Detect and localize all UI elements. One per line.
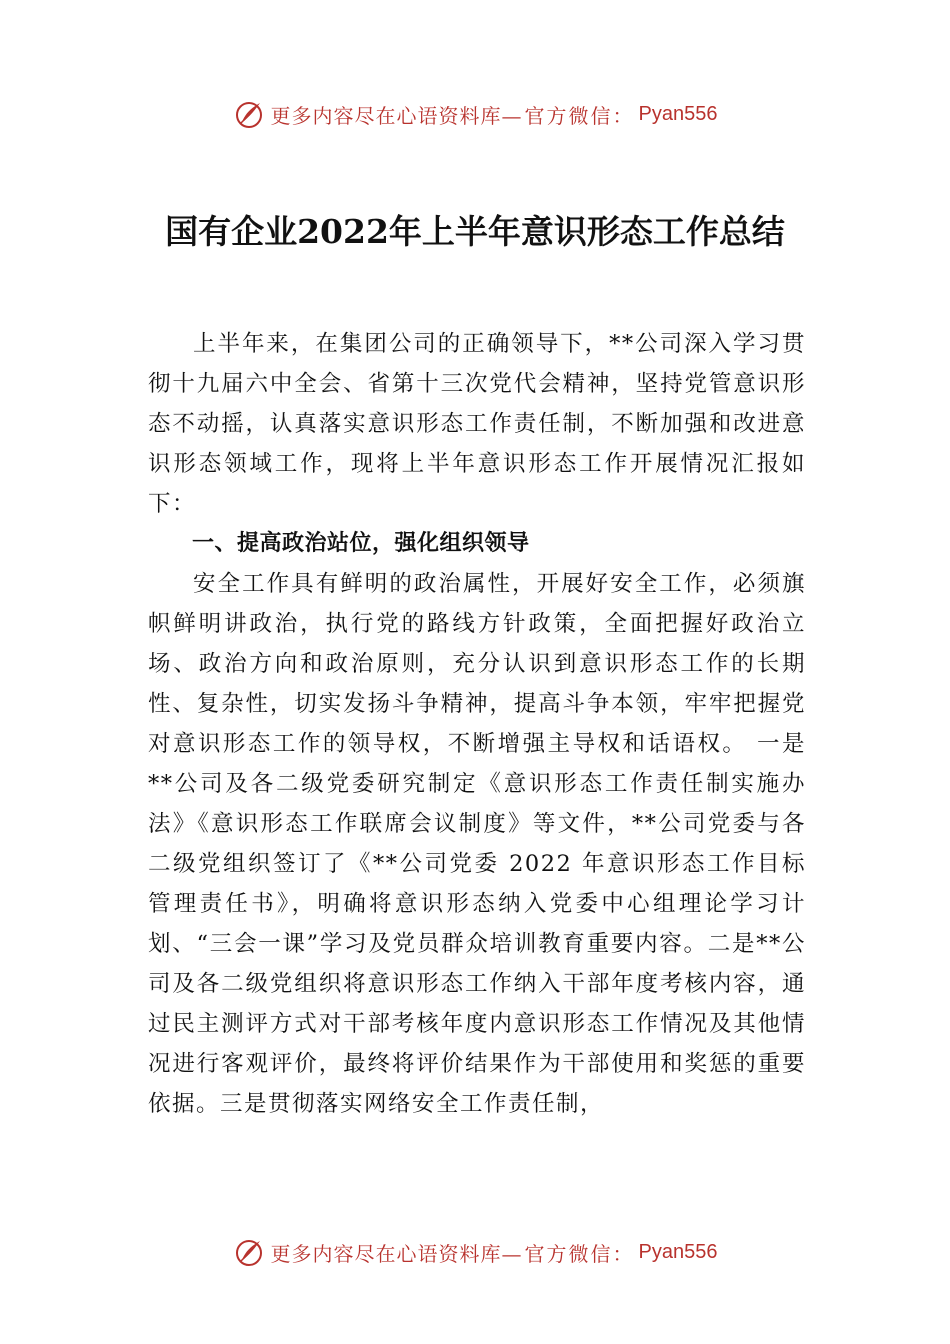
- document-body: [148, 324, 806, 1124]
- section-paragraph: 安全工作具有鲜明的政治属性，开展好安全工作，必须旗帜鲜明讲政治，执行党的路线方针政策，全面把握好政治立场、政治方向和政治原则，充分认识到意识形态工作的长期性、复杂性，切实发扬斗争精神，提高斗争本领，牢牢把握党对意识形态工作的领导权，不断增强主导权和话语权。 一是**公司及各二级党委研究制定《意识形态工作责任制实施办法》《意识形态工作联席会议制度》等文件，**公司党委与各二级党组织签订了《**公司党委 2022 年意识形态工作目标管理责任书》，明确将意识形态纳入党委中心组理论学习计划、“三会一课”学习及党员群众培训教育重要内容。二是**公司及各二级党组织将意识形态工作纳入干部年度考核内容，通过民主测评方式对干部考核年度内意识形态工作情况及其他情况进行客观评价，最终将评价结果作为干部使用和奖惩的重要依据。三是贯彻落实网络安全工作责任制，: [148, 571, 806, 1117]
- watermark-text: 更多内容尽在心语资料库—: [270, 1241, 523, 1266]
- section-heading: 一、提高政治站位，强化组织领导: [192, 531, 530, 556]
- watermark-wechat-label: 官方微信：: [524, 1241, 635, 1266]
- quill-seal-logo-icon: [233, 1236, 265, 1268]
- watermark-wechat-label: 官方微信：: [524, 103, 635, 128]
- watermark-wechat-id: Pyan556: [638, 1240, 718, 1263]
- watermark-text: 更多内容尽在心语资料库—: [270, 103, 523, 128]
- watermark-header: [0, 94, 950, 134]
- watermark-wechat-id: Pyan556: [638, 102, 718, 125]
- watermark-footer: [0, 1232, 950, 1272]
- document-title: 国有企业2022年上半年意识形态工作总结: [165, 212, 785, 251]
- quill-seal-logo-icon: [233, 98, 265, 130]
- intro-paragraph: 上半年来，在集团公司的正确领导下，**公司深入学习贯彻十九届六中全会、省第十三次党代会精神，坚持党管意识形态不动摇，认真落实意识形态工作责任制，不断加强和改进意识形态领域工作，现将上半年意识形态工作开展情况汇报如下：: [148, 331, 806, 517]
